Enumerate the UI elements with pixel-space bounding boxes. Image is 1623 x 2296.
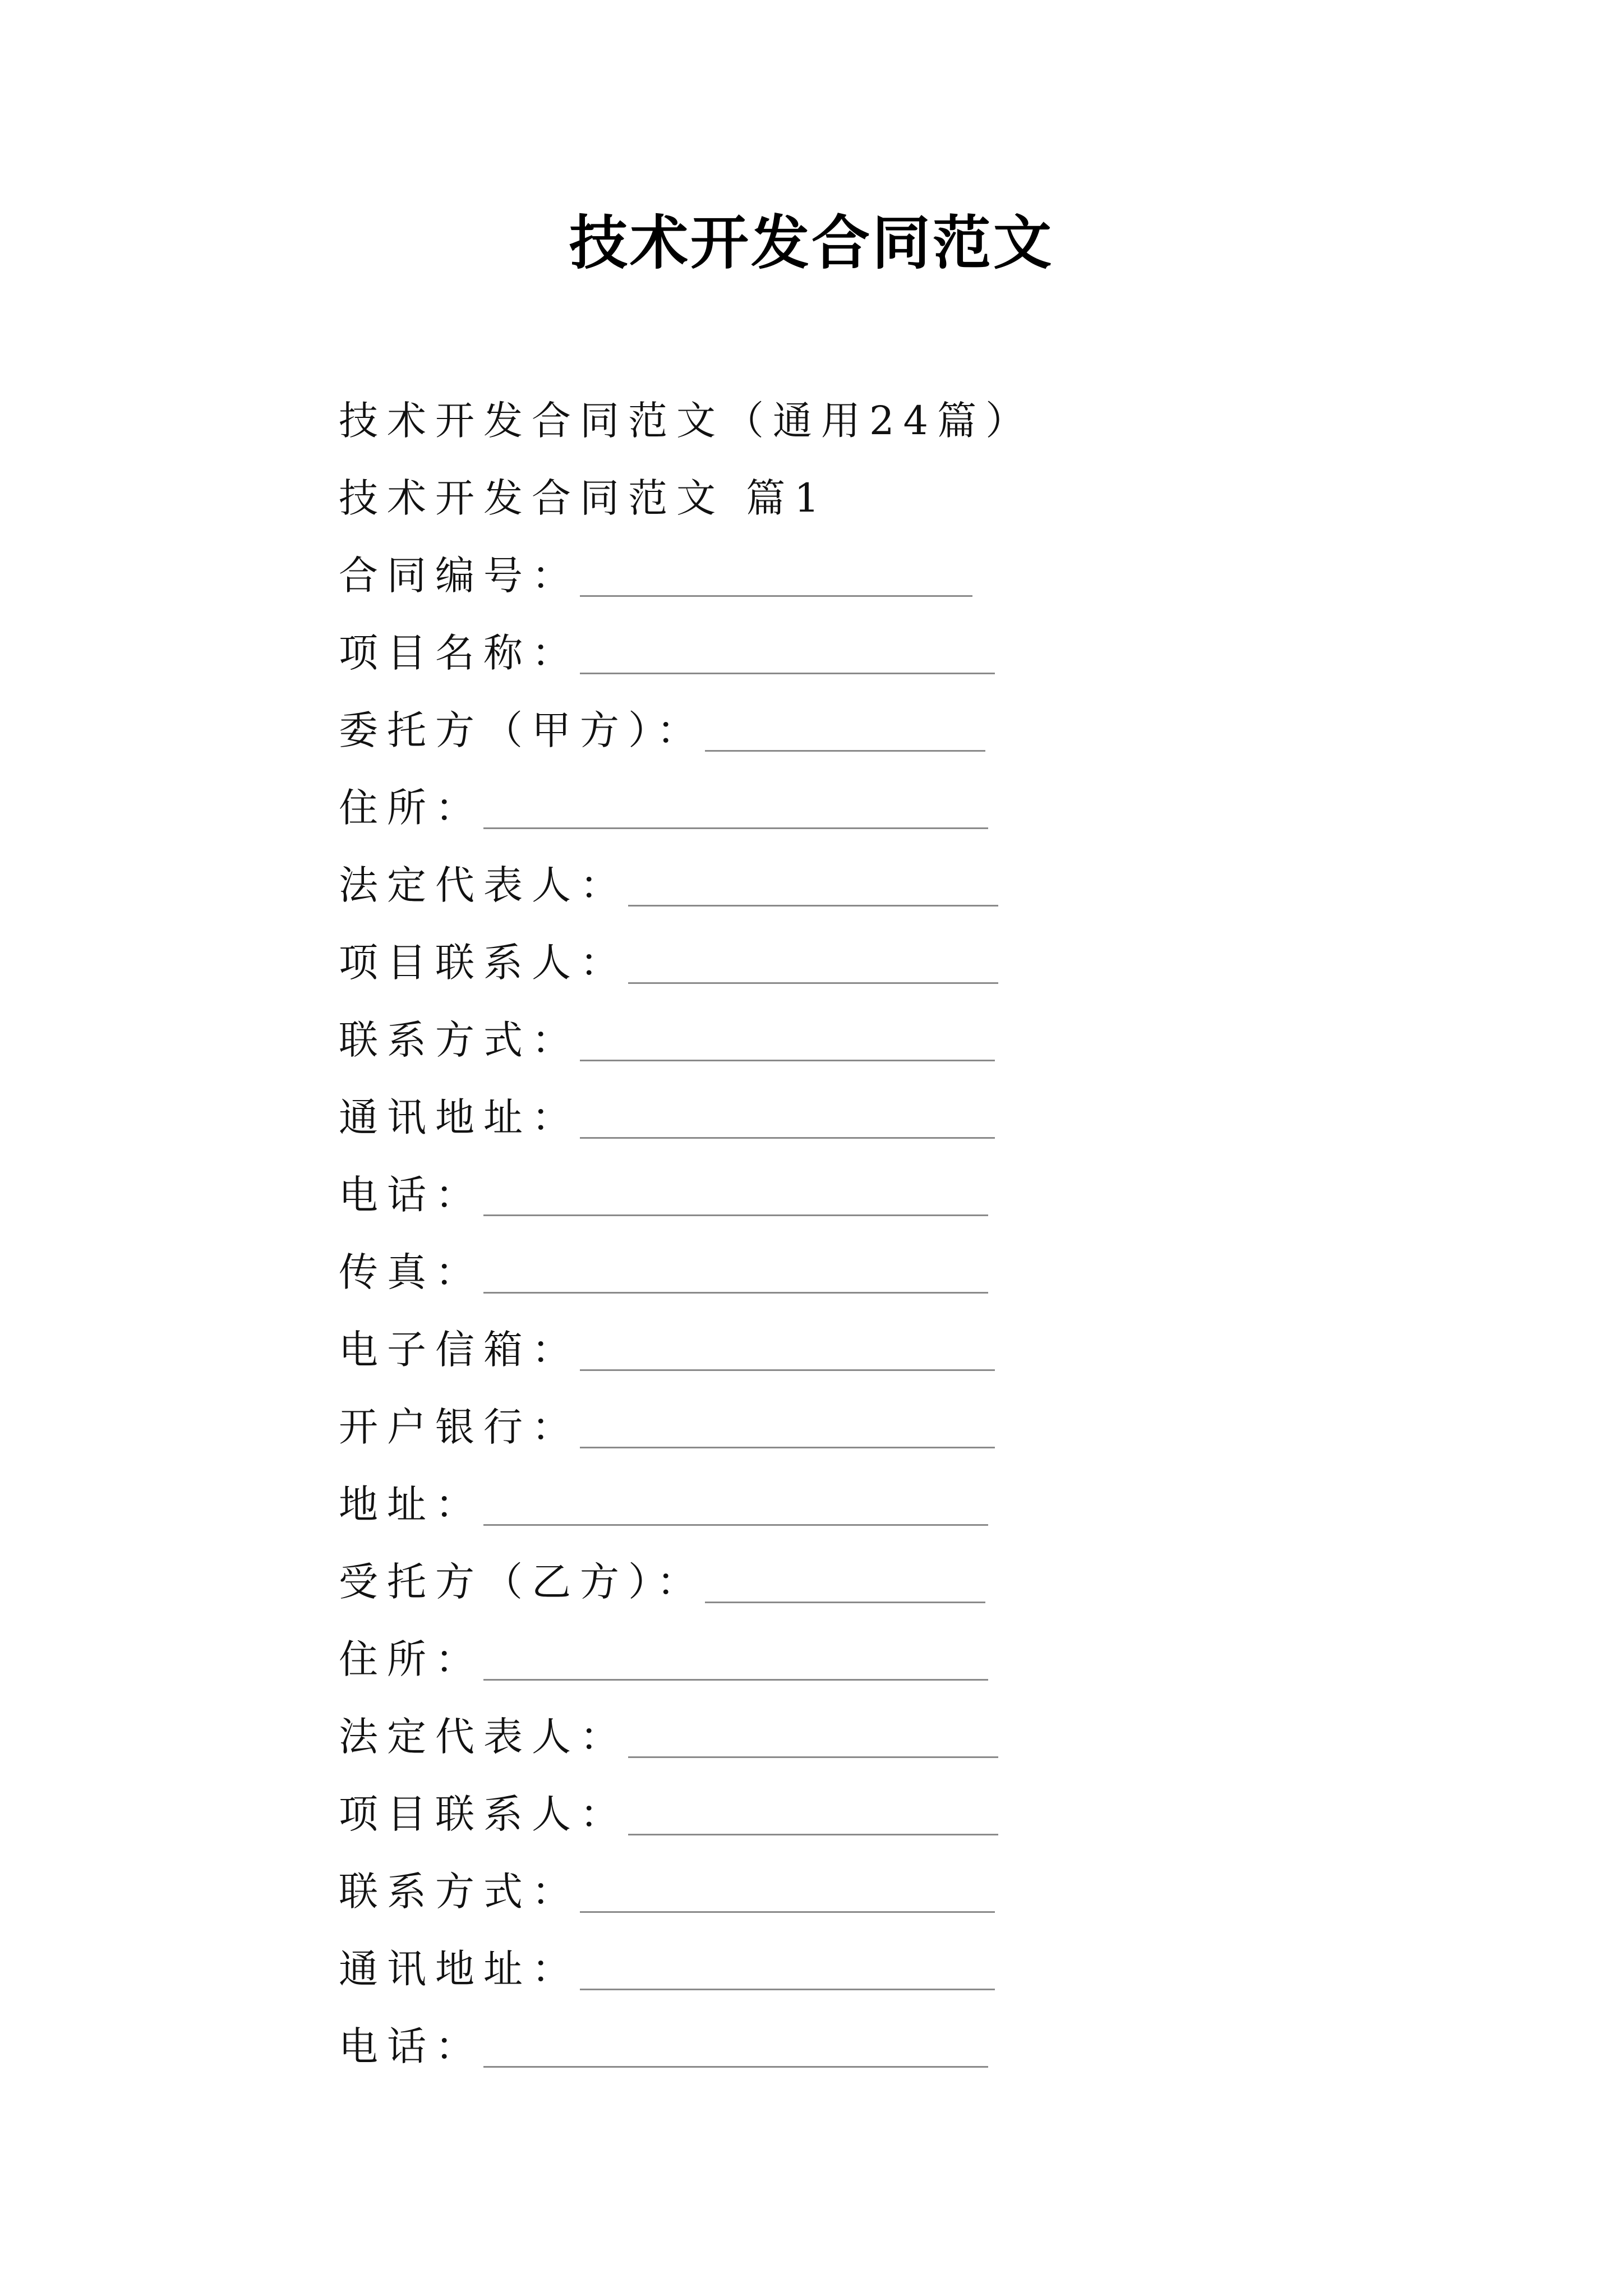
field-label: 法定代表人：: [339, 1714, 628, 1760]
fill-in-blank[interactable]: [483, 1639, 988, 1681]
field-label: 通讯地址：: [339, 1094, 580, 1140]
fill-in-blank[interactable]: [705, 710, 985, 752]
field-address-a: [339, 1460, 1348, 1537]
section-heading: 技术开发合同范文 篇1: [339, 475, 828, 521]
page-title: 技术开发合同范文: [569, 209, 1054, 277]
field-label: 受托方（乙方）：: [339, 1559, 705, 1605]
fill-in-blank[interactable]: [483, 1251, 988, 1294]
field-bank-a: [339, 1382, 1348, 1460]
field-label: 联系方式：: [339, 1869, 580, 1915]
fill-in-blank[interactable]: [580, 1329, 995, 1371]
fill-in-blank[interactable]: [628, 1793, 998, 1835]
fill-in-blank[interactable]: [628, 942, 998, 984]
field-label: 传真：: [339, 1249, 483, 1295]
field-trustee-party-b: [339, 1537, 1348, 1614]
field-label: 法定代表人：: [339, 862, 628, 908]
fill-in-blank[interactable]: [580, 1871, 995, 1913]
field-label: 通讯地址：: [339, 1946, 580, 1992]
field-label: 电子信箱：: [339, 1327, 580, 1373]
field-label: 联系方式：: [339, 1017, 580, 1063]
field-mailing-address-a: [339, 1073, 1348, 1150]
field-label: 住所：: [339, 785, 483, 831]
field-fax-a: [339, 1227, 1348, 1305]
fill-in-blank[interactable]: [628, 864, 998, 907]
section-heading-line: [339, 453, 1348, 531]
fill-in-blank[interactable]: [580, 1948, 995, 1990]
field-project-contact-a: [339, 918, 1348, 995]
fill-in-blank[interactable]: [483, 2026, 988, 2068]
field-residence-a: [339, 763, 1348, 840]
fill-in-blank[interactable]: [483, 787, 988, 829]
field-client-party-a: [339, 685, 1348, 763]
field-label: 地址：: [339, 1481, 483, 1527]
fill-in-blank[interactable]: [483, 1174, 988, 1216]
field-label: 住所：: [339, 1636, 483, 1682]
field-contact-method-b: [339, 1847, 1348, 1924]
field-project-contact-b: [339, 1769, 1348, 1847]
field-label: 电话：: [339, 2023, 483, 2069]
document-body: [339, 376, 1348, 2079]
field-label: 合同编号：: [339, 553, 580, 599]
field-label: 开户银行：: [339, 1404, 580, 1450]
field-phone-a: [339, 1150, 1348, 1227]
field-legal-representative-b: [339, 1692, 1348, 1769]
field-legal-representative-a: [339, 840, 1348, 918]
document-subtitle-line: [339, 376, 1348, 453]
field-residence-b: [339, 1614, 1348, 1692]
field-label: 项目联系人：: [339, 1791, 628, 1837]
fill-in-blank[interactable]: [628, 1716, 998, 1758]
fill-in-blank[interactable]: [705, 1561, 985, 1603]
fill-in-blank[interactable]: [580, 1097, 995, 1139]
field-phone-b: [339, 2001, 1348, 2079]
field-label: 电话：: [339, 1172, 483, 1218]
field-project-name: [339, 608, 1348, 685]
fill-in-blank[interactable]: [483, 1484, 988, 1526]
field-label: 委托方（甲方）：: [339, 707, 705, 753]
field-label: 项目名称：: [339, 630, 580, 676]
document-subtitle: 技术开发合同范文（通用24篇）: [339, 398, 1034, 444]
field-contact-method-a: [339, 995, 1348, 1073]
fill-in-blank[interactable]: [580, 555, 972, 597]
field-contract-number: [339, 531, 1348, 608]
fill-in-blank[interactable]: [580, 632, 995, 674]
field-mailing-address-b: [339, 1924, 1348, 2001]
field-email-a: [339, 1305, 1348, 1382]
fill-in-blank[interactable]: [580, 1019, 995, 1061]
fill-in-blank[interactable]: [580, 1406, 995, 1448]
field-label: 项目联系人：: [339, 940, 628, 986]
